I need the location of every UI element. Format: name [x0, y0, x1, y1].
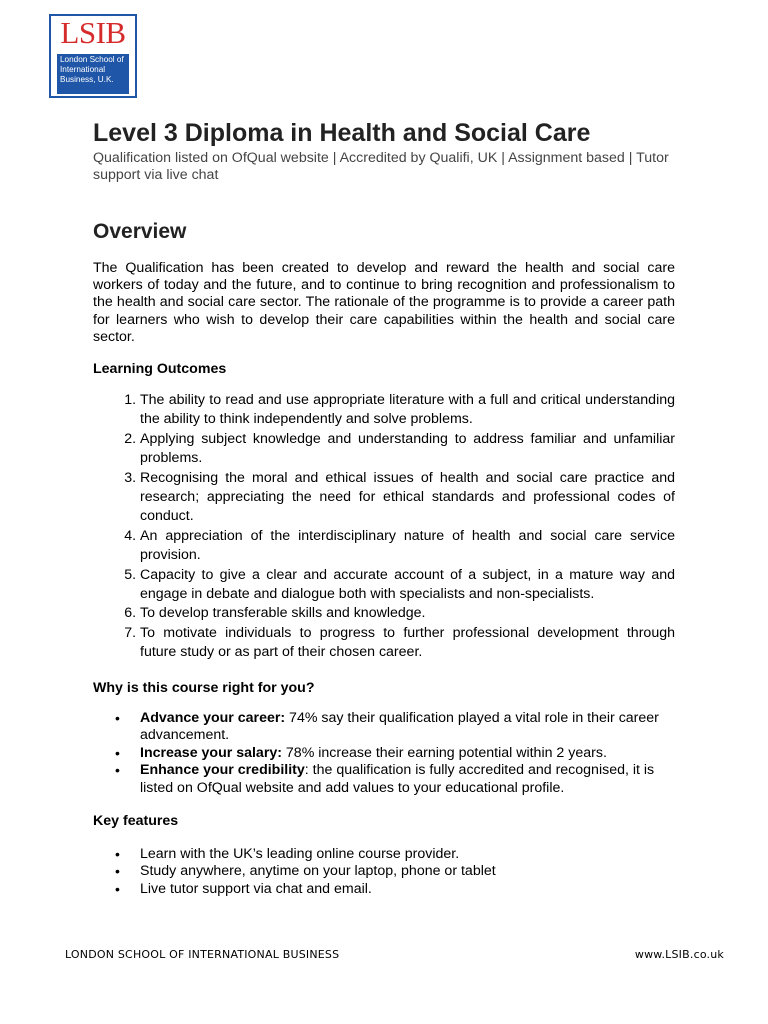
why-course-list: [93, 710, 675, 798]
page-footer: [65, 948, 724, 964]
learning-outcomes-list: [93, 391, 675, 663]
list-item-text: : the qualification is fully accredited and recognised, it is listed on OfQual website and add values to your educational profile.: [140, 762, 655, 797]
overview-text: The Qualification has been created to develop and reward the health and social care workers of today and the future, and to continue to bring recognition and professionalism to the health and social care sector. The rationale of the programme is to provide a career path for learners who wish to develop their care capabilities within the health and social care sector.: [93, 260, 675, 345]
bullet-icon: •: [115, 845, 120, 862]
footer-website-link[interactable]: www.LSIB.co.uk: [634, 948, 724, 961]
list-item: 6. To develop transferable skills and knowledge.: [140, 604, 675, 623]
list-item: 1. The ability to read and use appropriate literature with a full and critical understanding the ability to think independently and solve problems.: [140, 391, 675, 430]
list-item: [115, 845, 675, 864]
bullet-icon: •: [115, 744, 120, 761]
list-item-text: Learn with the UK’s leading online course provider.: [140, 845, 460, 862]
key-features-heading: Key features: [93, 812, 179, 829]
list-item: [115, 762, 675, 797]
logo-line-3: Business, U.K.: [60, 75, 114, 84]
bullet-icon: •: [115, 709, 120, 726]
document-body: [93, 116, 675, 898]
bullet-icon: •: [115, 762, 120, 779]
list-item-label: Increase your salary:: [140, 744, 282, 761]
list-item-text: 74% say their qualification played a vital role in their career advancement.: [140, 709, 659, 744]
footer-school-name: LONDON SCHOOL OF INTERNATIONAL BUSINESS: [65, 948, 340, 961]
list-item-label: Advance your career:: [140, 709, 286, 726]
list-item-label: Enhance your credibility: [140, 762, 305, 779]
list-item: [115, 709, 675, 745]
lsib-logo: [49, 14, 137, 98]
list-item: [115, 863, 675, 881]
list-item-text: Study anywhere, anytime on your laptop, phone or tablet: [140, 863, 496, 880]
bullet-icon: •: [115, 880, 120, 897]
bullet-icon: •: [115, 863, 120, 880]
learning-outcomes-heading: Learning Outcomes: [93, 361, 227, 378]
list-item: 5. Capacity to give a clear and accurate account of a subject, in a mature way and engage in debate and dialogue both with specialists and non-specialists.: [140, 566, 675, 605]
list-item: [115, 880, 675, 899]
page-subtitle: Qualification listed on OfQual website | Accredited by Qualifi, UK | Assignment based | Tutor support via live chat: [93, 150, 669, 183]
page-title: Level 3 Diploma in Health and Social Care: [93, 119, 591, 147]
list-item: 7. To motivate individuals to progress to further professional development through future study or as part of their chosen career.: [140, 624, 675, 663]
why-course-heading: Why is this course right for you?: [93, 679, 315, 696]
list-item-text: Live tutor support via chat and email.: [140, 880, 372, 897]
list-item: 3. Recognising the moral and ethical issues of health and social care practice and research; appreciating the need for ethical standards and professional codes of conduct.: [140, 469, 675, 527]
logo-line-1: London School of: [60, 55, 124, 64]
key-features-list: [93, 846, 675, 899]
logo-caption: [57, 54, 129, 94]
list-item: 4. An appreciation of the interdisciplinary nature of health and social care service provision.: [140, 527, 675, 566]
list-item-text: 78% increase their earning potential within 2 years.: [281, 744, 607, 761]
list-item: [115, 744, 675, 763]
list-item: 2. Applying subject knowledge and understanding to address familiar and unfamiliar problems.: [140, 430, 675, 469]
logo-wordmark: LSIB: [60, 15, 126, 50]
logo-line-2: International: [60, 65, 106, 74]
overview-heading: Overview: [93, 220, 187, 243]
